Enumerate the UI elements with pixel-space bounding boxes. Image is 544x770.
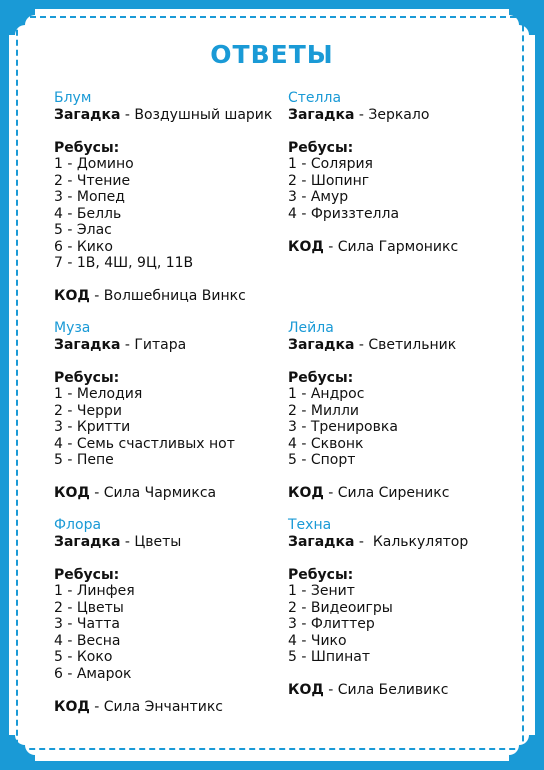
riddle-line	[288, 534, 468, 551]
separator: -	[323, 682, 338, 698]
spacer	[288, 469, 456, 486]
spacer	[288, 222, 458, 239]
riddle-label: Загадка	[54, 533, 121, 550]
code-answer: Сила Гармоникс	[337, 238, 459, 255]
section-muza	[54, 320, 235, 502]
code-label: КОД	[288, 238, 324, 255]
rebus-item: 1 - Солярия	[288, 156, 373, 172]
riddle-label: Загадка	[288, 533, 355, 550]
rebus-item: 7 - 1В, 4Ш, 9Ц, 11В	[54, 255, 194, 271]
code-answer: Сила Энчантикс	[103, 698, 223, 715]
corner-scallop-top-right	[509, 9, 535, 35]
riddle-answer: Цветы	[134, 533, 182, 550]
riddle-line	[288, 337, 456, 354]
corner-scallop-bottom-right	[509, 735, 535, 761]
separator: -	[323, 238, 338, 255]
code-answer: Сила Чармикса	[103, 485, 217, 501]
rebus-item: 4 - Сквонк	[288, 435, 364, 452]
rebus-item: 3 - Критти	[54, 419, 131, 435]
rebus-item: 1 - Мелодия	[54, 386, 143, 402]
riddle-answer: Зеркало	[368, 106, 430, 123]
code-answer: Сила Сиреникс	[337, 485, 450, 501]
riddle-label: Загадка	[288, 106, 355, 123]
rebus-item: 6 - Кико	[54, 238, 113, 255]
character-name: Стелла	[288, 90, 342, 106]
riddle-label: Загадка	[288, 336, 355, 353]
rebus-item: 2 - Цветы	[54, 599, 124, 616]
riddle-answer: Гитара	[134, 336, 187, 353]
riddle-line	[54, 107, 272, 124]
rebus-label: Ребусы:	[288, 566, 354, 583]
rebus-item: 3 - Флиттер	[288, 616, 375, 632]
rebus-item: 3 - Амур	[288, 189, 349, 205]
code-line	[288, 682, 468, 699]
riddle-answer: Воздушный шарик	[134, 106, 273, 123]
code-label: КОД	[288, 485, 324, 501]
character-name: Муза	[54, 320, 91, 336]
character-name: Блум	[54, 90, 92, 106]
section-stella	[288, 90, 458, 255]
rebus-item: 4 - Семь счастливых нот	[54, 435, 235, 452]
rebus-item: 1 - Линфея	[54, 583, 135, 599]
rebus-item: 2 - Черри	[54, 402, 122, 419]
rebus-item: 1 - Андрос	[288, 386, 365, 402]
riddle-line	[54, 337, 235, 354]
rebus-item: 6 - Амарок	[54, 665, 132, 682]
separator: -	[323, 485, 338, 501]
rebus-item: 3 - Чатта	[54, 616, 120, 632]
separator: -	[120, 106, 135, 123]
rebus-item: 3 - Мопед	[54, 189, 125, 205]
code-line	[54, 699, 223, 716]
rebus-item: 5 - Пепе	[54, 452, 114, 468]
spacer	[54, 682, 223, 699]
code-line	[288, 239, 458, 256]
riddle-line	[288, 107, 458, 124]
spacer	[54, 469, 235, 486]
corner-scallop-bottom-left	[9, 735, 35, 761]
separator: -	[89, 485, 104, 501]
separator: -	[354, 533, 369, 550]
rebus-item: 5 - Элас	[54, 222, 112, 238]
separator: -	[89, 288, 104, 304]
rebus-item: 3 - Тренировка	[288, 419, 398, 435]
spacer	[288, 123, 458, 140]
spacer	[288, 353, 456, 370]
rebus-item: 2 - Шопинг	[288, 172, 370, 189]
rebus-item: 1 - Зенит	[288, 583, 355, 599]
rebus-label: Ребусы:	[288, 369, 354, 386]
code-label: КОД	[54, 485, 90, 501]
rebus-label: Ребусы:	[54, 369, 120, 386]
code-answer: Сила Беливикс	[337, 682, 449, 698]
separator: -	[354, 336, 369, 353]
rebus-item: 2 - Милли	[288, 402, 360, 419]
corner-scallop-top-left	[9, 9, 35, 35]
code-answer: Волшебница Винкс	[103, 288, 246, 304]
riddle-label: Загадка	[54, 336, 121, 353]
character-name: Лейла	[288, 320, 334, 336]
page-title: ОТВЕТЫ	[210, 40, 334, 69]
riddle-label: Загадка	[54, 106, 121, 123]
rebus-item: 4 - Белль	[54, 205, 122, 222]
code-line	[288, 485, 456, 502]
riddle-answer: Калькулятор	[368, 533, 469, 550]
spacer	[54, 272, 272, 289]
rebus-label: Ребусы:	[54, 139, 120, 156]
rebus-item: 2 - Чтение	[54, 172, 131, 189]
section-tehna	[288, 517, 468, 699]
code-line	[54, 485, 235, 502]
separator: -	[354, 106, 369, 123]
rebus-item: 5 - Шпинат	[288, 649, 370, 665]
rebus-item: 1 - Домино	[54, 156, 134, 172]
spacer	[288, 666, 468, 683]
riddle-answer: Светильник	[368, 336, 457, 353]
rebus-item: 5 - Коко	[54, 649, 113, 665]
separator: -	[120, 533, 135, 550]
rebus-item: 5 - Спорт	[288, 452, 356, 468]
code-line	[54, 288, 272, 305]
rebus-item: 4 - Чико	[288, 632, 347, 649]
section-leila	[288, 320, 456, 502]
code-label: КОД	[54, 288, 90, 304]
spacer	[54, 353, 235, 370]
spacer	[54, 550, 223, 567]
character-name: Техна	[288, 517, 332, 533]
rebus-item: 2 - Видеоигры	[288, 599, 393, 616]
code-label: КОД	[54, 698, 90, 715]
section-flora	[54, 517, 223, 715]
code-label: КОД	[288, 682, 324, 698]
section-blum	[54, 90, 272, 305]
spacer	[54, 123, 272, 140]
spacer	[288, 550, 468, 567]
rebus-label: Ребусы:	[288, 139, 354, 156]
separator: -	[120, 336, 135, 353]
riddle-line	[54, 534, 223, 551]
rebus-item: 4 - Весна	[54, 632, 121, 649]
separator: -	[89, 698, 104, 715]
rebus-label: Ребусы:	[54, 566, 120, 583]
character-name: Флора	[54, 517, 102, 533]
rebus-item: 4 - Фриззтелла	[288, 205, 400, 222]
